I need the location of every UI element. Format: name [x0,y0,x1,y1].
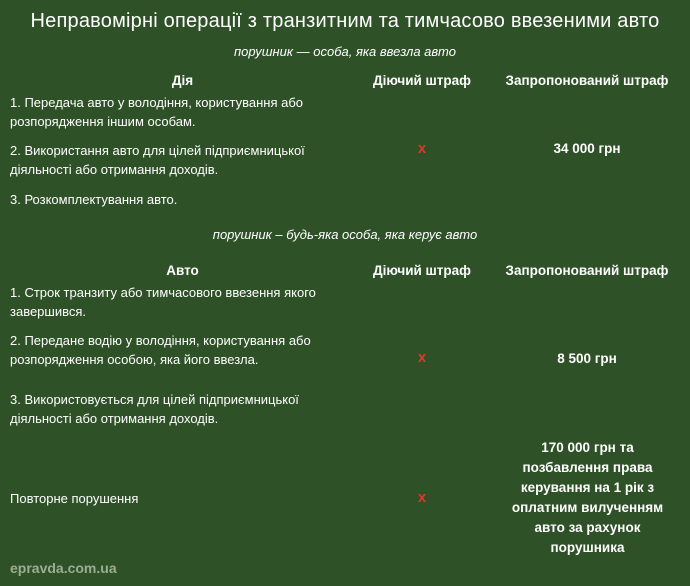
section1-header-action: Дія [171,73,194,88]
section1-row-2: 2. Використання авто для цілей підприємницької діяльності або отримання доходів. [10,143,305,177]
section3-current-cross-icon: x [417,489,427,506]
section2-header-proposed: Запропонований штраф [505,263,669,278]
section1-header-current: Діючий штраф [372,73,471,88]
section2-current-cross-icon: x [417,349,427,366]
page-title: Неправомірні операції з транзитним та тимчасово ввезеними авто [30,10,660,32]
source-logo: epravda.com.ua [10,560,117,576]
section2-header-action: Авто [166,263,199,278]
section3-row: Повторне порушення [10,491,139,506]
section1-current-cross-icon: x [417,140,427,157]
section2-row-1: 1. Строк транзиту або тимчасового ввезення якого завершився. [10,285,316,319]
section2-row-3: 3. Використовується для цілей підприємницької діяльності або отримання доходів. [10,392,299,426]
section3-proposed-fine: 170 000 грн та позбавлення права керування на 1 рік з оплатним вилученням авто за рахунок порушника [511,440,664,555]
section2-header-current: Діючий штраф [372,263,471,278]
section2-subtitle: порушник – будь-яка особа, яка керує авто [212,227,478,242]
section1-proposed-fine: 34 000 грн [553,141,621,156]
section1-subtitle: порушник — особа, яка ввезла авто [234,44,456,59]
section1-row-1: 1. Передача авто у володіння, користування або розпорядження іншим особам. [10,95,303,129]
section1-header-proposed: Запропонований штраф [505,73,669,88]
section2-proposed-fine: 8 500 грн [557,351,617,366]
section2-row-2: 2. Передане водію у володіння, користування або розпорядження особою, яка його ввезла. [10,333,311,367]
section1-row-3: 3. Розкомплектування авто. [10,192,178,207]
